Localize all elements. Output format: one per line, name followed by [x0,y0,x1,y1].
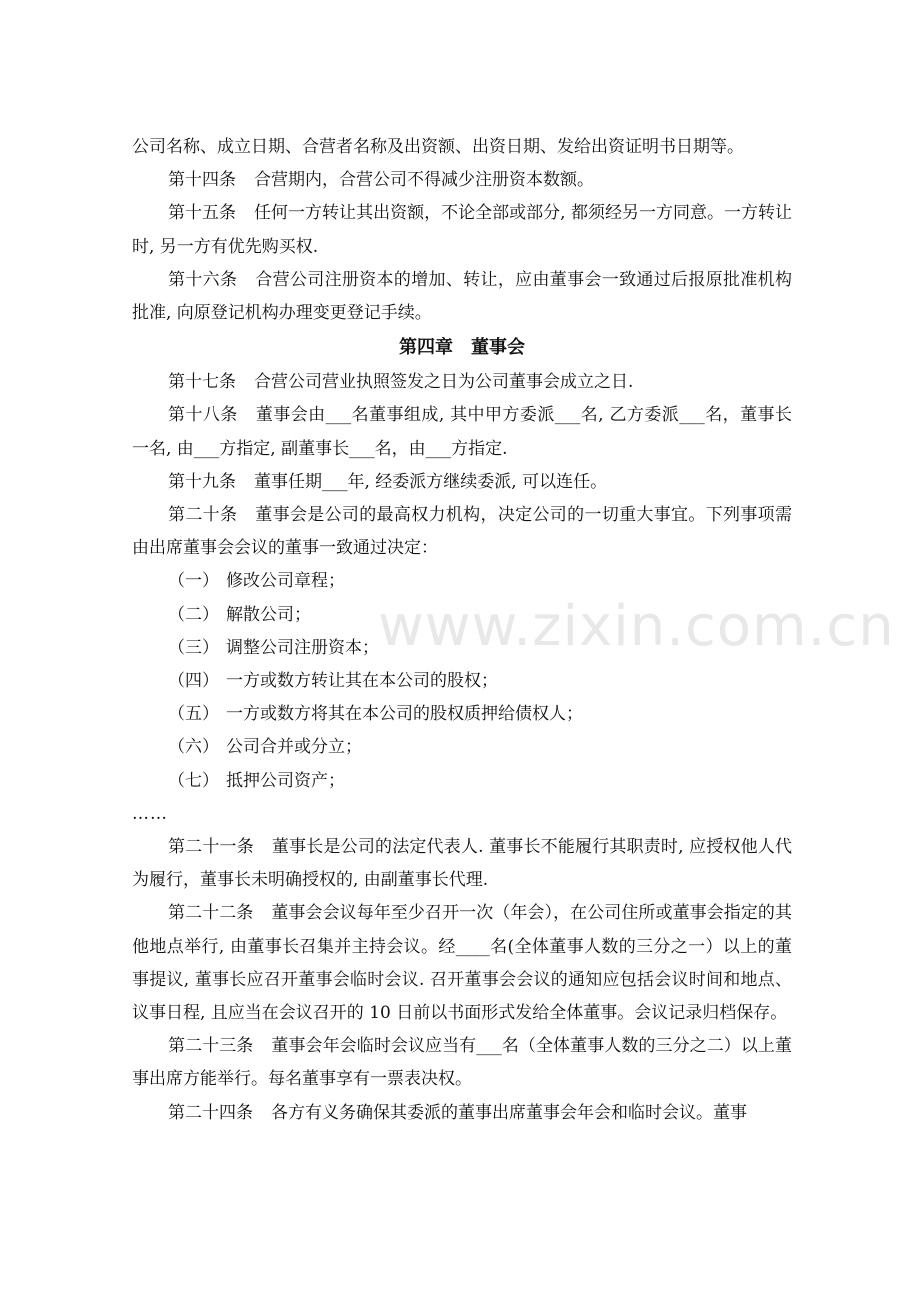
article-label: 第十四条 [168,170,236,191]
article-label: 第十五条 [168,203,237,224]
list-marker: （六） [168,737,219,758]
list-item [132,599,792,632]
article-label: 第十七条 [168,372,236,393]
list-item [132,698,792,731]
article-label: 第十八条 [168,405,238,426]
list-text: 一方或数方将其在本公司的股权质押给债权人； [226,704,583,725]
article-23 [132,1030,792,1096]
article-label: 第二十三条 [168,1036,254,1057]
article-text: 合营期内，合营公司不得减少注册资本数额。 [254,170,594,191]
list-text: 调整公司注册资本； [226,637,379,658]
list-marker: （二） [168,604,219,625]
ellipsis: …… [132,803,168,824]
list-marker: （三） [168,637,219,658]
article-text: 董事会由___名董事组成, 其中甲方委派___名, 乙方委派___名，董事长一名, 由___方指定, 副董事长___名，由___方指定. [132,405,792,459]
article-21 [132,831,792,897]
article-text: 董事会年会临时会议应当有___名（全体董事人数的三分之二）以上董事出席方能举行。每名董事享有一票表决权。 [132,1036,793,1090]
list-text: 一方或数方转让其在本公司的股权； [226,671,498,692]
list-text: 解散公司； [226,604,311,625]
list-item [132,565,792,598]
article-17 [132,366,792,399]
article-18 [132,399,792,465]
article-label: 第十六条 [168,269,238,290]
article-text: 董事会是公司的最高权力机构，决定公司的一切重大事宜。下列事项需由出席董事会会议的董事一致通过决定： [132,505,793,559]
list-text: 抵押公司资产； [226,770,345,791]
article-label: 第十九条 [168,471,236,492]
list-item [132,731,792,764]
article-text: 董事长是公司的法定代表人. 董事长不能履行其职责时, 应授权他人代为履行，董事长未明确授权的, 由副董事长代理. [132,837,793,891]
list-item [132,632,792,665]
list-item [132,765,792,798]
article-24 [132,1097,792,1130]
article-22 [132,897,792,1030]
list-item [132,665,792,698]
watermark: www.zixin.com.cn [378,594,895,659]
article-text: 任何一方转让其出资额，不论全部或部分, 都须经另一方同意。一方转让时, 另一方有优先购买权. [132,203,793,257]
paragraph-text: 公司名称、成立日期、合营者名称及出资额、出资日期、发给出资证明书日期等。 [132,137,744,157]
article-label: 第二十一条 [168,837,254,858]
article-16 [132,264,792,330]
article-15 [132,197,792,263]
article-14 [132,164,792,197]
article-text: 合营公司营业执照签发之日为公司董事会成立之日. [254,372,634,393]
article-20 [132,499,792,565]
article-19 [132,466,792,499]
article-text: 各方有义务确保其委派的董事出席董事会年会和临时会议。董事 [271,1102,747,1123]
chapter-heading: 第四章 董事会 [399,337,525,359]
list-marker: （一） [168,571,219,592]
list-text: 修改公司章程； [226,571,345,592]
list-marker: （七） [168,770,219,791]
article-text: 董事任期___年, 经委派方继续委派, 可以连任。 [254,471,608,492]
list-text: 公司合并或分立； [226,737,362,758]
document-body [132,131,792,1130]
article-label: 第二十条 [168,505,238,526]
article-text: 董事会会议每年至少召开一次（年会），在公司住所或董事会指定的其他地点举行, 由董事长召集并主持会议。经____名(全体董事人数的三分之一）以上的董事提议, 董事长应召开董事会临时会议. 召开董事会会议的通知应包括会议时间和地点、议事日程, 且应当在会议召开的 10 日前以书面形式发给全体董事。会议记录归档保存。 [132,903,793,1024]
paragraph-continuation [132,131,792,164]
list-marker: （四） [168,671,219,692]
article-text: 合营公司注册资本的增加、转让，应由董事会一致通过后报原批准机构批准, 向原登记机构办理变更登记手续。 [132,269,793,324]
article-label: 第二十四条 [168,1102,253,1123]
article-label: 第二十二条 [168,903,254,924]
list-marker: （五） [168,704,219,725]
